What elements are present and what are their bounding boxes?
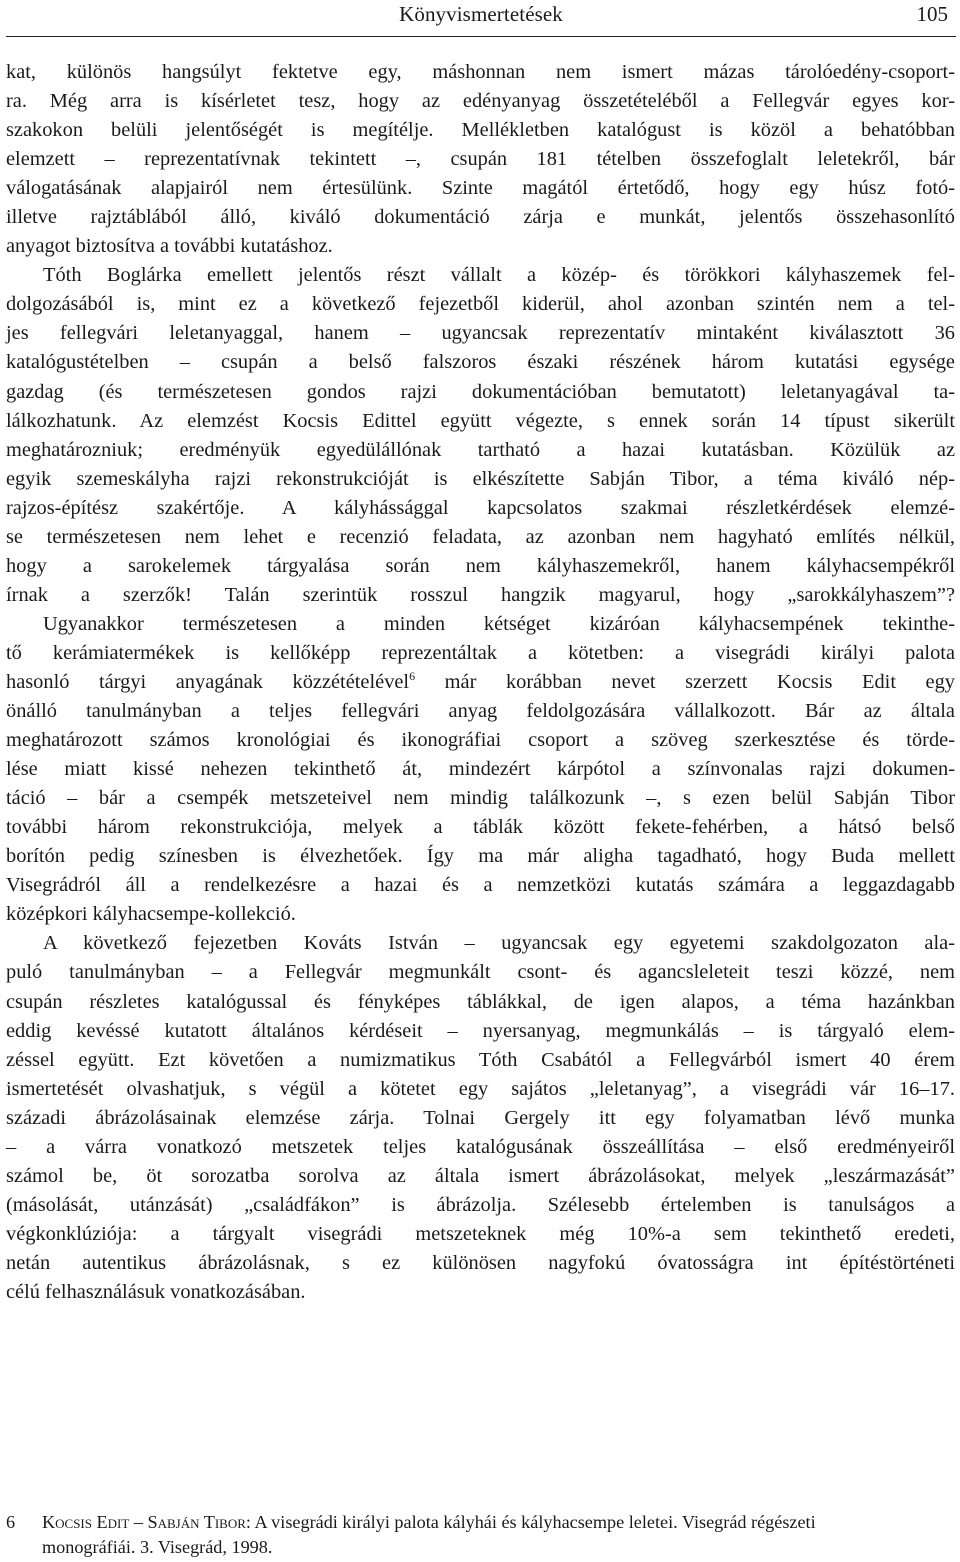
text-line: rajzos-építész szakértője. A kályhássággal kapcsolatos szakmai részletkérdések elemzé-: [6, 496, 955, 519]
text-segment: hasonló tárgyi anyagának közzétételével: [6, 670, 410, 693]
header-rule: [6, 36, 956, 37]
text-line: borítón pedig színesben is élvezhetőek. Így ma már aligha tagadható, hogy Buda mellett: [6, 845, 955, 868]
running-head: Könyvismertetések: [399, 2, 563, 26]
footnotes: [6, 1510, 955, 1560]
paragraph-start: A következő fejezetben Kováts István – ugyancsak egy egyetemi szakdolgozaton ala-: [43, 932, 955, 955]
text-line: önálló tanulmányban a teljes fellegvári anyag feldolgozására vállalkozott. Bár az általa: [6, 700, 955, 723]
text-line: meghatározniuk; eredményük egyedülállónak tartható a hazai kutatásban. Közülük az: [6, 438, 955, 461]
footnote: [6, 1510, 955, 1535]
footnote-text: : A visegrádi királyi palota kályhái és kályhacsempe leletei. Visegrád régészeti: [245, 1512, 816, 1532]
paragraph-start: Tóth Boglárka emellett jelentős részt vállalt a közép- és törökkori kályhaszemek fel-: [43, 264, 955, 287]
text-line-with-footnote: [6, 668, 955, 697]
text-line: zéssel együtt. Ezt követően a numizmatikus Tóth Csabától a Fellegvárból ismert 40 érem: [6, 1048, 955, 1071]
text-line: szakokon belüli jelentőségét is megítélje. Mellékletben katalógust is közöl a behatóbban: [6, 119, 955, 142]
text-line: eddig kevéssé kutatott általános kérdéseit – nyersanyag, megmunkálás – is tárgyaló elem-: [6, 1019, 955, 1042]
footnote-author: Kocsis Edit: [42, 1512, 130, 1532]
text-line: tő kerámiatermékek is kellőképp reprezentáltak a kötetben: a visegrádi királyi palota: [6, 641, 955, 664]
text-line: elemzett – reprezentatívnak tekintett –, csupán 181 tételben összefoglalt leletekről, bár: [6, 148, 955, 171]
text-segment: már korábban nevet szerzett Kocsis Edit egy: [415, 670, 955, 693]
footnote-dash: –: [129, 1512, 148, 1532]
text-line: anyagot biztosítva a további kutatáshoz.: [6, 235, 333, 258]
text-line: dolgozásából is, mint ez a következő fejezetből kiderül, ahol azonban szintén nem a tel-: [6, 293, 955, 316]
text-line: további három rekonstrukciója, melyek a táblák között fekete-fehérben, a hátsó belső: [6, 816, 955, 839]
text-line: se természetesen nem lehet e recenzió feladata, az azonban nem hagyható említés nélkül,: [6, 525, 955, 548]
footnote-continuation: monográfiái. 3. Visegrád, 1998.: [42, 1537, 273, 1557]
page-header: [6, 0, 956, 38]
text-line: hogy a sarokelemek tárgyalása során nem kályhaszemekről, hanem kályhacsempékről: [6, 554, 955, 577]
footnote-author: Sabján Tibor: [147, 1512, 246, 1532]
text-line: írnak a szerzők! Talán szerintük rosszul hangzik magyarul, hogy „sarokkályhaszem”?: [6, 583, 955, 606]
text-line: (másolását, utánzását) „családfákon” is ábrázolja. Szélesebb értelemben is tanulságos a: [6, 1193, 955, 1216]
text-line: ismertetését olvashatjuk, s végül a kötetet egy sajátos „leletanyag”, a visegrádi vár 16–17.: [6, 1077, 955, 1100]
text-line: csupán részletes katalógussal és fényképes táblákkal, de igen alapos, a téma hazánkban: [6, 990, 955, 1013]
text-line: gazdag (és természetesen gondos rajzi dokumentációban bemutatott) leletanyagával ta-: [6, 380, 955, 403]
text-line: netán autentikus ábrázolásnak, s ez különösen nagyfokú óvatosságra int építéstörténeti: [6, 1251, 955, 1274]
text-line: lálkozhatunk. Az elemzést Kocsis Edittel együtt végezte, s ennek során 14 típust sikerült: [6, 409, 955, 432]
text-line: célú felhasználásuk vonatkozásában.: [6, 1280, 306, 1303]
text-line: számol be, öt sorozatba sorolva az általa ismert ábrázolásokat, melyek „leszármazását”: [6, 1164, 955, 1187]
paragraph-start: Ugyanakkor természetesen a minden kétséget kizáróan kályhacsempének tekinthe-: [43, 612, 955, 635]
text-line: Visegrádról áll a rendelkezésre a hazai és a nemzetközi kutatás számára a leggazdagabb: [6, 874, 955, 897]
text-line: katalógustételben – csupán a belső falszoros északi részének három kutatási egysége: [6, 351, 955, 374]
text-line: táció – bár a csempék metszeteivel nem mindig találkozunk –, s ezen belül Sabján Tibor: [6, 787, 955, 810]
text-line: századi ábrázolásainak elemzése zárja. Tolnai Gergely itt egy folyamatban lévő munka: [6, 1106, 955, 1129]
text-line: jes fellegvári leletanyaggal, hanem – ugyancsak reprezentatív mintaként kiválasztott 36: [6, 322, 955, 345]
text-line: illetve rajztáblából álló, kiváló dokumentáció zárja e munkát, jelentős összehasonlító: [6, 206, 955, 229]
text-line: válogatásának alapjairól nem értesülünk. Szinte magától értetődő, hogy egy húsz fotó-: [6, 177, 955, 200]
text-line: középkori kályhacsempe-kollekció.: [6, 903, 296, 926]
text-line: egyik szemeskályha rajzi rekonstrukcióját is elkészítette Sabján Tibor, a téma kiváló nép-: [6, 467, 955, 490]
body-text: [6, 58, 955, 1307]
footnote-marker[interactable]: 6: [409, 668, 416, 683]
page-number: 105: [916, 2, 948, 26]
text-line: ra. Még arra is kísérletet tesz, hogy az edényanyag összetételéből a Fellegvár egyes kor-: [6, 90, 955, 113]
text-line: lése miatt kissé nehezen tekinthető át, mindezért kárpótol a színvonalas rajzi dokumen-: [6, 758, 955, 781]
footnote-number: 6: [6, 1512, 16, 1532]
text-line: – a várra vonatkozó metszetek teljes katalógusának összeállítása – első eredményeiről: [6, 1135, 955, 1158]
text-line: kat, különös hangsúlyt fektetve egy, máshonnan nem ismert mázas tárolóedény-csoport-: [6, 61, 955, 83]
text-line: puló tanulmányban – a Fellegvár megmunkált csont- és agancsleleteit teszi közzé, nem: [6, 961, 955, 984]
text-line: meghatározott számos kronológiai és ikonográfiai csoport a szöveg szerkesztése és törde-: [6, 729, 955, 752]
text-line: végkonklúziója: a tárgyalt visegrádi metszeteknek még 10%-a sem tekinthető eredeti,: [6, 1222, 955, 1245]
